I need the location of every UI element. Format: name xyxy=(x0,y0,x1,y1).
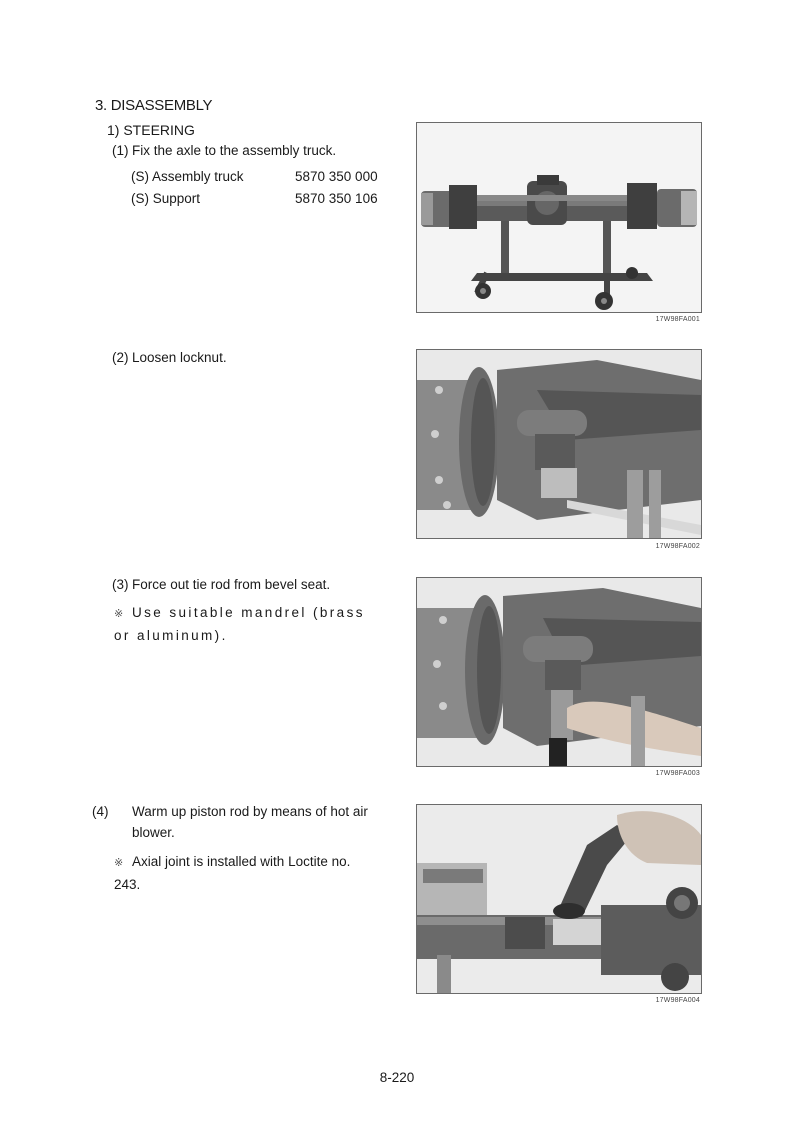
tool-code: 5870 350 000 xyxy=(295,169,378,184)
tool-name: (S) Assembly truck xyxy=(131,169,244,184)
step-3 xyxy=(112,574,380,595)
figure-caption: 17W98FA001 xyxy=(655,316,700,323)
step-number: (3) xyxy=(112,577,129,592)
subsection-title xyxy=(107,122,195,138)
tool-row-support xyxy=(131,191,378,206)
photo-axle-on-assembly-truck xyxy=(416,122,702,313)
figure-caption: 17W98FA002 xyxy=(655,543,700,550)
photo-force-out-tie-rod xyxy=(416,577,702,767)
subsection-label: STEERING xyxy=(123,122,195,138)
step-text: Force out tie rod from bevel seat. xyxy=(132,577,331,592)
note-loctite xyxy=(114,851,380,895)
step-number: (1) xyxy=(112,143,129,158)
note-text: Use suitable mandrel (brass or aluminum). xyxy=(114,605,365,643)
subsection-number: 1) xyxy=(107,122,120,138)
tool-row-assembly-truck xyxy=(131,169,378,184)
step-4 xyxy=(92,801,400,843)
step-2 xyxy=(112,347,380,368)
figure-caption: 17W98FA003 xyxy=(655,770,700,777)
photo-warm-up-piston-rod xyxy=(416,804,702,994)
step-text: Loosen locknut. xyxy=(132,350,227,365)
photo-loosen-locknut xyxy=(416,349,702,539)
step-number: (2) xyxy=(112,350,129,365)
note-text: Axial joint is installed with Loctite no. 243. xyxy=(114,854,351,892)
figure-caption: 17W98FA004 xyxy=(655,997,700,1004)
tool-code: 5870 350 106 xyxy=(295,191,378,206)
step-1 xyxy=(112,140,380,161)
note-mandrel xyxy=(114,602,380,646)
step-text: Fix the axle to the assembly truck. xyxy=(132,143,337,158)
reference-mark-icon: ※ xyxy=(114,857,124,869)
section-title: 3. DISASSEMBLY xyxy=(95,97,213,114)
step-text: Warm up piston rod by means of hot air blower. xyxy=(132,804,368,840)
reference-mark-icon: ※ xyxy=(114,608,126,620)
step-number: (4) xyxy=(92,804,109,819)
tool-name: (S) Support xyxy=(131,191,201,206)
page-number: 8-220 xyxy=(379,1070,415,1085)
